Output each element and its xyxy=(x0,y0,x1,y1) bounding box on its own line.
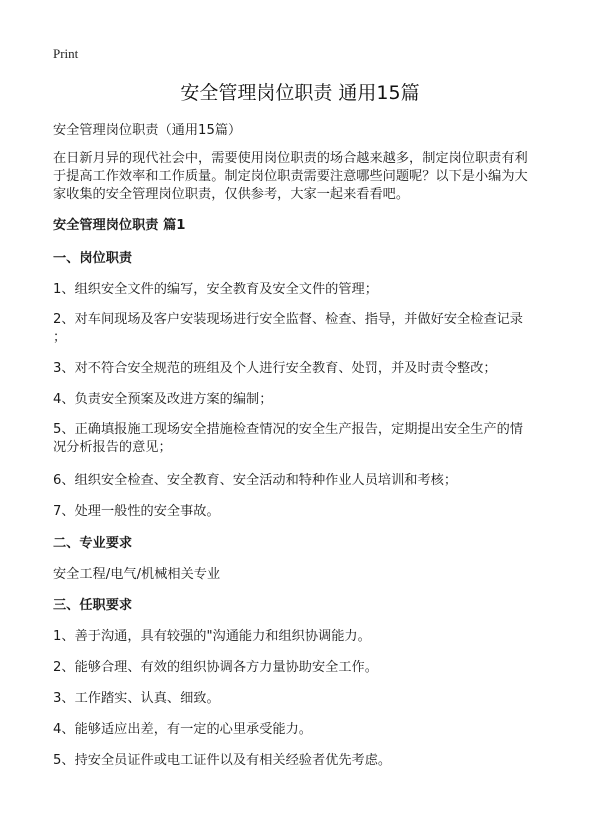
duty-item-text: 7、处理一般性的安全事故。 xyxy=(53,504,220,519)
section-heading: 安全管理岗位职责 篇1 xyxy=(53,218,186,233)
document-subtitle: 安全管理岗位职责（通用15篇） xyxy=(53,123,242,138)
duty-item-text: 4、负责安全预案及改进方案的编制； xyxy=(53,392,273,407)
duty-item-text: 况分析报告的意见； xyxy=(53,440,172,455)
duties-heading: 一、岗位职责 xyxy=(53,251,133,266)
major-heading: 二、专业要求 xyxy=(53,536,133,551)
requirement-item: 4、能够适应出差，有一定的心里承受能力。 xyxy=(53,722,312,737)
duty-item-text: ； xyxy=(53,330,67,345)
requirement-item: 1、善于沟通，具有较强的"沟通能力和组织协调能力。 xyxy=(53,629,371,644)
major-text: 安全工程/电气/机械相关专业 xyxy=(53,567,221,582)
intro-paragraph xyxy=(53,150,553,204)
duty-item xyxy=(53,281,553,299)
duty-item-text: 6、组织安全检查、安全教育、安全活动和特种作业人员培训和考核； xyxy=(53,473,458,488)
duty-item-text: 2、对车间现场及客户安装现场进行安全监督、检查、指导，并做好安全检查记录 xyxy=(53,312,523,327)
print-label: Print xyxy=(53,46,79,61)
document-title: 安全管理岗位职责 通用15篇 xyxy=(180,82,420,104)
requirement-item: 5、持安全员证件或电工证件以及有相关经验者优先考虑。 xyxy=(53,753,392,768)
duty-item-text: 5、正确填报施工现场安全措施检查情况的安全生产报告，定期提出安全生产的情 xyxy=(53,422,523,437)
duty-item xyxy=(53,421,553,457)
intro-line: 于提高工作效率和工作质量。制定岗位职责需要注意哪些问题呢？以下是小编为大 xyxy=(53,169,528,184)
intro-line: 在日新月异的现代社会中，需要使用岗位职责的场合越来越多，制定岗位职责有利 xyxy=(53,151,528,166)
duty-item xyxy=(53,391,553,409)
requirements-heading: 三、任职要求 xyxy=(53,598,133,613)
duty-item xyxy=(53,472,553,490)
duty-item-text: 3、对不符合安全规范的班组及个人进行安全教育、处罚，并及时责令整改； xyxy=(53,361,497,376)
duty-item xyxy=(53,311,553,347)
intro-line: 家收集的安全管理岗位职责，仅供参考，大家一起来看看吧。 xyxy=(53,187,410,202)
duty-item-text: 1、组织安全文件的编写，安全教育及安全文件的管理； xyxy=(53,282,378,297)
requirement-item: 3、工作踏实、认真、细致。 xyxy=(53,691,220,706)
duty-item xyxy=(53,360,553,378)
requirement-item: 2、能够合理、有效的组织协调各方力量协助安全工作。 xyxy=(53,660,378,675)
duty-item xyxy=(53,503,553,521)
